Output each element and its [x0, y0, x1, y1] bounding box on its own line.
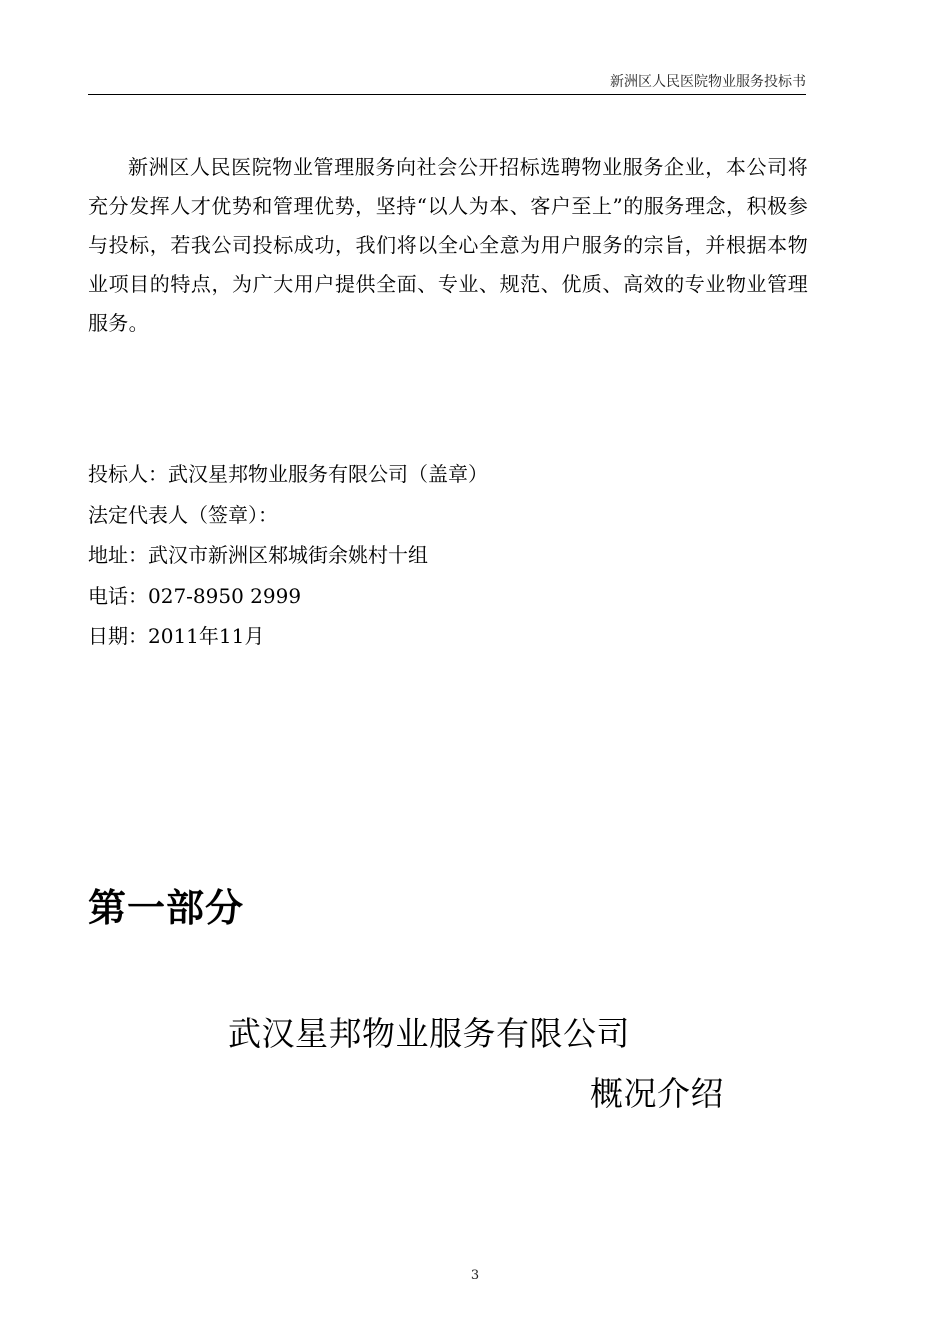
company-title: 武汉星邦物业服务有限公司 — [228, 1014, 630, 1053]
intro-paragraph: 新洲区人民医院物业管理服务向社会公开招标选聘物业服务企业，本公司将充分发挥人才优势和管理优势，坚持“以人为本、客户至上”的服务理念，积极参与投标，若我公司投标成功，我们将以全心全意为用户服务的宗旨，并根据本物业项目的特点，为广大用户提供全面、专业、规范、优质、高效的专业物业管理服务。 — [88, 155, 808, 335]
page-number: 3 — [470, 1268, 480, 1283]
bidder-line: 投标人：武汉星邦物业服务有限公司（盖章） — [88, 462, 488, 486]
phone-line: 电话：027-8950 2999 — [88, 583, 302, 608]
section-title: 第一部分 — [88, 885, 245, 930]
page-header — [88, 72, 806, 95]
legal-rep-line: 法定代表人（签章）： — [88, 502, 278, 527]
overview-title: 概况介绍 — [590, 1074, 724, 1113]
signature-block — [88, 454, 488, 657]
address-line: 地址：武汉市新洲区邾城街余姚村十组 — [88, 543, 428, 567]
date-line: 日期：2011年11月 — [88, 624, 265, 648]
header-title: 新洲区人民医院物业服务投标书 — [610, 74, 806, 90]
